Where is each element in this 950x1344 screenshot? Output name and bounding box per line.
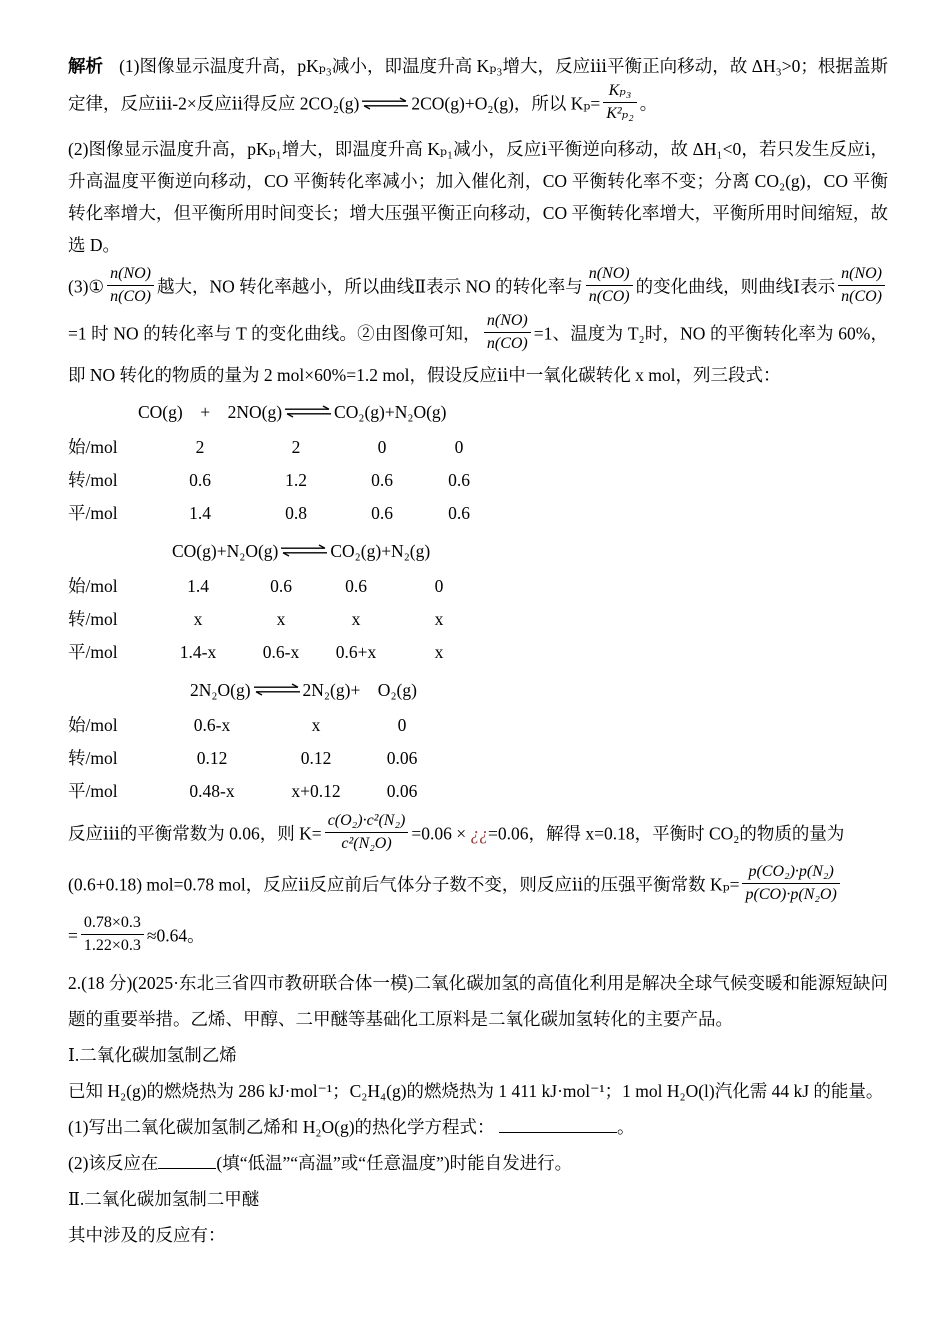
ice-table-3-equation-left: 2N₂O(g)	[190, 679, 251, 700]
table-row	[68, 497, 888, 530]
table-cell: 1.4	[187, 575, 209, 596]
reactions-intro-line	[68, 1217, 888, 1253]
ice-table-2	[68, 534, 888, 669]
table-cell: 0.6	[448, 502, 470, 523]
answer-blank-1	[499, 1114, 617, 1133]
ice-table-1-equation-right: CO₂(g)+N₂O(g)	[334, 402, 447, 422]
fraction-kp-value	[81, 913, 144, 956]
question-2-intro	[68, 965, 888, 1037]
fraction-n-ratio-1	[107, 264, 154, 307]
table-cell: 0	[397, 714, 407, 735]
solution-paragraph-5	[68, 863, 888, 910]
table-cell: 2	[195, 436, 205, 457]
row-label: 转/mol	[68, 747, 118, 768]
solution-paragraph-1	[68, 50, 888, 129]
known-data-text: 已知 H₂(g)的燃烧热为 286 kJ·mol⁻¹；C₂H₄(g)的燃烧热为 1 411 kJ·mol⁻¹；1 mol H₂O(l)汽化需 44 kJ 的能量。	[68, 1080, 884, 1101]
fraction-n-ratio-3-numerator: n(NO)	[838, 264, 885, 286]
table-row	[68, 570, 888, 603]
table-cell: x	[434, 608, 444, 629]
ice-table-3-equation-right: 2N₂(g)+ O₂(g)	[302, 679, 417, 700]
table-cell: x	[311, 714, 321, 735]
table-cell: 1.4	[189, 502, 211, 523]
ice-table-1	[68, 395, 888, 530]
row-label: 转/mol	[68, 608, 118, 629]
table-cell: x	[434, 641, 444, 662]
reactions-intro-text: 其中涉及的反应有：	[68, 1224, 226, 1245]
solution-p5-text-1: (0.6+0.18) mol=0.78 mol，反应ⅱ反应前后气体分子数不变，则反应ⅱ的压强平衡常数 Kₚ=	[68, 874, 740, 895]
fraction-n-ratio-4	[484, 311, 531, 354]
fraction-n-ratio-1-numerator: n(NO)	[107, 264, 154, 286]
table-cell: 0.8	[285, 502, 307, 523]
table-cell: 0.48-x	[189, 780, 235, 801]
table-cell: 0.6	[270, 575, 292, 596]
question-2-1	[68, 1109, 888, 1145]
fraction-n-ratio-2	[586, 264, 633, 307]
table-row	[68, 603, 888, 636]
solution-p1-text-1: (1)图像显示温度升高，pKₚ₃减小，即温度升高 Kₚ₃增大，反应ⅲ平衡正向移动，故 ΔH₃>0；根据盖斯定律，反应ⅲ-2×反应ⅱ得反应 2CO₂(g)	[68, 56, 889, 114]
fraction-k-expression	[325, 811, 409, 854]
table-cell: 0	[454, 436, 464, 457]
row-label: 始/mol	[68, 714, 118, 735]
question-2-2-suffix: (填“低温”“高温”或“任意温度”)时能自发进行。	[216, 1152, 573, 1173]
table-cell: 1.4-x	[179, 641, 217, 662]
fraction-n-ratio-3-denominator: n(CO)	[841, 288, 882, 305]
row-label: 平/mol	[68, 502, 118, 523]
table-cell: 0.06	[386, 747, 418, 768]
row-label: 转/mol	[68, 469, 118, 490]
table-cell: 0.12	[196, 747, 228, 768]
section-1-title-text: Ⅰ.二氧化碳加氢制乙烯	[68, 1044, 237, 1065]
table-cell: 0	[434, 575, 444, 596]
fraction-kp-expression-numerator: p(CO₂)·p(N₂)	[742, 862, 839, 884]
solution-paragraph-2	[68, 133, 888, 261]
ice-table-1-equation-left: CO(g) + 2NO(g)	[138, 402, 283, 422]
solution-p2-text: (2)图像显示温度升高，pKₚ₁增大，即温度升高 Kₚ₁减小，反应ⅰ平衡逆向移动，故 ΔH₁<0，若只发生反应ⅰ，升高温度平衡逆向移动，CO 平衡转化率减小；加入催化剂，CO 平衡转化率不变；分离 CO₂(g)，CO 平衡转化率增大，但平衡所用时间变长；增大压强平衡正向移动，CO 平衡转化率增大，平衡所用时间缩短，故选 D。	[68, 139, 888, 255]
solution-p3-text-2: 越大，NO 转化率越小，所以曲线Ⅱ表示 NO 的转化率与	[157, 276, 583, 297]
question-2-2-text: (2)该反应在	[68, 1152, 159, 1173]
fraction-kp-value-denominator: 1.22×0.3	[83, 936, 141, 954]
question-2-1-period: 。	[616, 1116, 635, 1137]
row-label: 平/mol	[68, 780, 118, 801]
equilibrium-arrow-icon	[253, 673, 301, 707]
solution-p1-text-2: 2CO(g)+O₂(g)，所以 Kₚ=	[411, 93, 601, 114]
fraction-kp-numerator: Kₚ₃	[603, 81, 636, 103]
solution-p3-text-3: 的变化曲线，则曲线Ⅰ表示	[635, 276, 836, 297]
table-cell: 0.6	[448, 469, 470, 490]
equilibrium-arrow-icon	[361, 88, 409, 120]
conversion-artifact-red: ¿¿	[470, 823, 488, 844]
row-label: 平/mol	[68, 641, 118, 662]
equilibrium-arrow-icon	[284, 395, 332, 429]
table-cell: 0.6	[345, 575, 367, 596]
section-1-title	[68, 1037, 888, 1073]
table-cell: x+0.12	[291, 780, 341, 801]
table-cell: x	[193, 608, 203, 629]
table-row	[68, 431, 888, 464]
table-cell: 0.6	[371, 469, 393, 490]
question-2-block	[68, 965, 888, 1253]
solution-paragraph-4	[68, 812, 888, 859]
fraction-k-numerator: c(O₂)·c²(N₂)	[325, 811, 409, 833]
table-row	[68, 464, 888, 497]
question-2-1-text: (1)写出二氧化碳加氢制乙烯和 H₂O(g)的热化学方程式：	[68, 1116, 495, 1137]
ice-table-2-equation-right: CO₂(g)+N₂(g)	[330, 540, 431, 561]
table-cell: 0.6	[371, 502, 393, 523]
table-cell: 1.2	[285, 469, 307, 490]
equilibrium-arrow-icon	[280, 534, 328, 568]
table-cell: x	[351, 608, 361, 629]
fraction-n-ratio-2-numerator: n(NO)	[586, 264, 633, 286]
fraction-kp-expression	[742, 862, 839, 905]
fraction-kp-expression-denominator: p(CO)·p(N₂O)	[745, 885, 837, 903]
table-cell: 0.6+x	[335, 641, 377, 662]
fraction-n-ratio-1-denominator: n(CO)	[110, 288, 151, 305]
question-2-2	[68, 1145, 888, 1181]
section-2-title	[68, 1181, 888, 1217]
ice-table-3	[68, 673, 888, 808]
table-cell: 0	[377, 436, 387, 457]
fraction-n-ratio-4-denominator: n(CO)	[486, 335, 528, 352]
ice-table-2-equation-left: CO(g)+N₂O(g)	[172, 540, 279, 561]
solution-p4-text-2: =0.06 ×	[411, 823, 471, 844]
solution-paragraph-3	[68, 265, 888, 391]
question-2-intro-text: 2.(18 分)(2025·东北三省四市教研联合体一模)二氧化碳加氢的高值化利用是解决全球气候变暖和能源短缺问题的重要举措。乙烯、甲醇、二甲醚等基础化工原料是二氧化碳加氢转化的主要产品。	[68, 972, 888, 1029]
ice-table-2-equation	[172, 534, 888, 570]
solution-p3-text-4: =1 时 NO 的转化率与 T 的变化曲线。②由图像可知，	[68, 323, 481, 344]
solution-label: 解析	[68, 56, 104, 76]
table-cell: 0.6	[189, 469, 211, 490]
known-data-line	[68, 1073, 888, 1109]
section-2-title-text: Ⅱ.二氧化碳加氢制二甲醚	[68, 1188, 260, 1209]
table-cell: x	[276, 608, 286, 629]
ice-table-3-equation	[190, 673, 888, 709]
ice-table-1-equation	[138, 395, 888, 431]
table-cell: 2	[291, 436, 301, 457]
table-row	[68, 636, 888, 669]
fraction-kp	[603, 81, 636, 124]
table-row	[68, 775, 888, 808]
row-label: 始/mol	[68, 436, 118, 457]
solution-paragraph-6	[68, 914, 888, 961]
solution-p3-text-5: =1、温度为 T₂时，NO 的平衡转化率为 60%，即 NO 转化的物质的量为 2 mol×60%=1.2 mol，假设反应ⅱ中一氧化碳转化 x mol，列三段式：	[68, 323, 888, 385]
solution-p4-text-3: =0.06，解得 x=0.18，平衡时 CO₂的物质的量为	[487, 823, 845, 844]
table-cell: 0.6-x	[262, 641, 300, 662]
table-cell: 0.06	[386, 780, 418, 801]
table-cell: 0.12	[300, 747, 332, 768]
fraction-n-ratio-2-denominator: n(CO)	[588, 288, 630, 305]
fraction-n-ratio-4-numerator: n(NO)	[484, 311, 531, 333]
row-label: 始/mol	[68, 575, 118, 596]
table-cell: 0.6-x	[193, 714, 231, 735]
table-row	[68, 742, 888, 775]
fraction-k-denominator: c²(N₂O)	[341, 834, 392, 852]
fraction-kp-value-numerator: 0.78×0.3	[81, 913, 144, 935]
table-row	[68, 709, 888, 742]
answer-blank-2	[158, 1150, 216, 1169]
solution-p6-text-1: =	[68, 925, 78, 946]
fraction-kp-denominator: K²ₚ₂	[606, 105, 634, 122]
solution-p6-text-2: ≈0.64。	[146, 925, 205, 946]
solution-p1-text-3: 。	[639, 93, 658, 114]
solution-p3-text-1: (3)①	[68, 276, 105, 297]
fraction-n-ratio-3	[838, 264, 885, 307]
solution-p4-text-1: 反应ⅲ的平衡常数为 0.06，则 K=	[68, 823, 322, 844]
